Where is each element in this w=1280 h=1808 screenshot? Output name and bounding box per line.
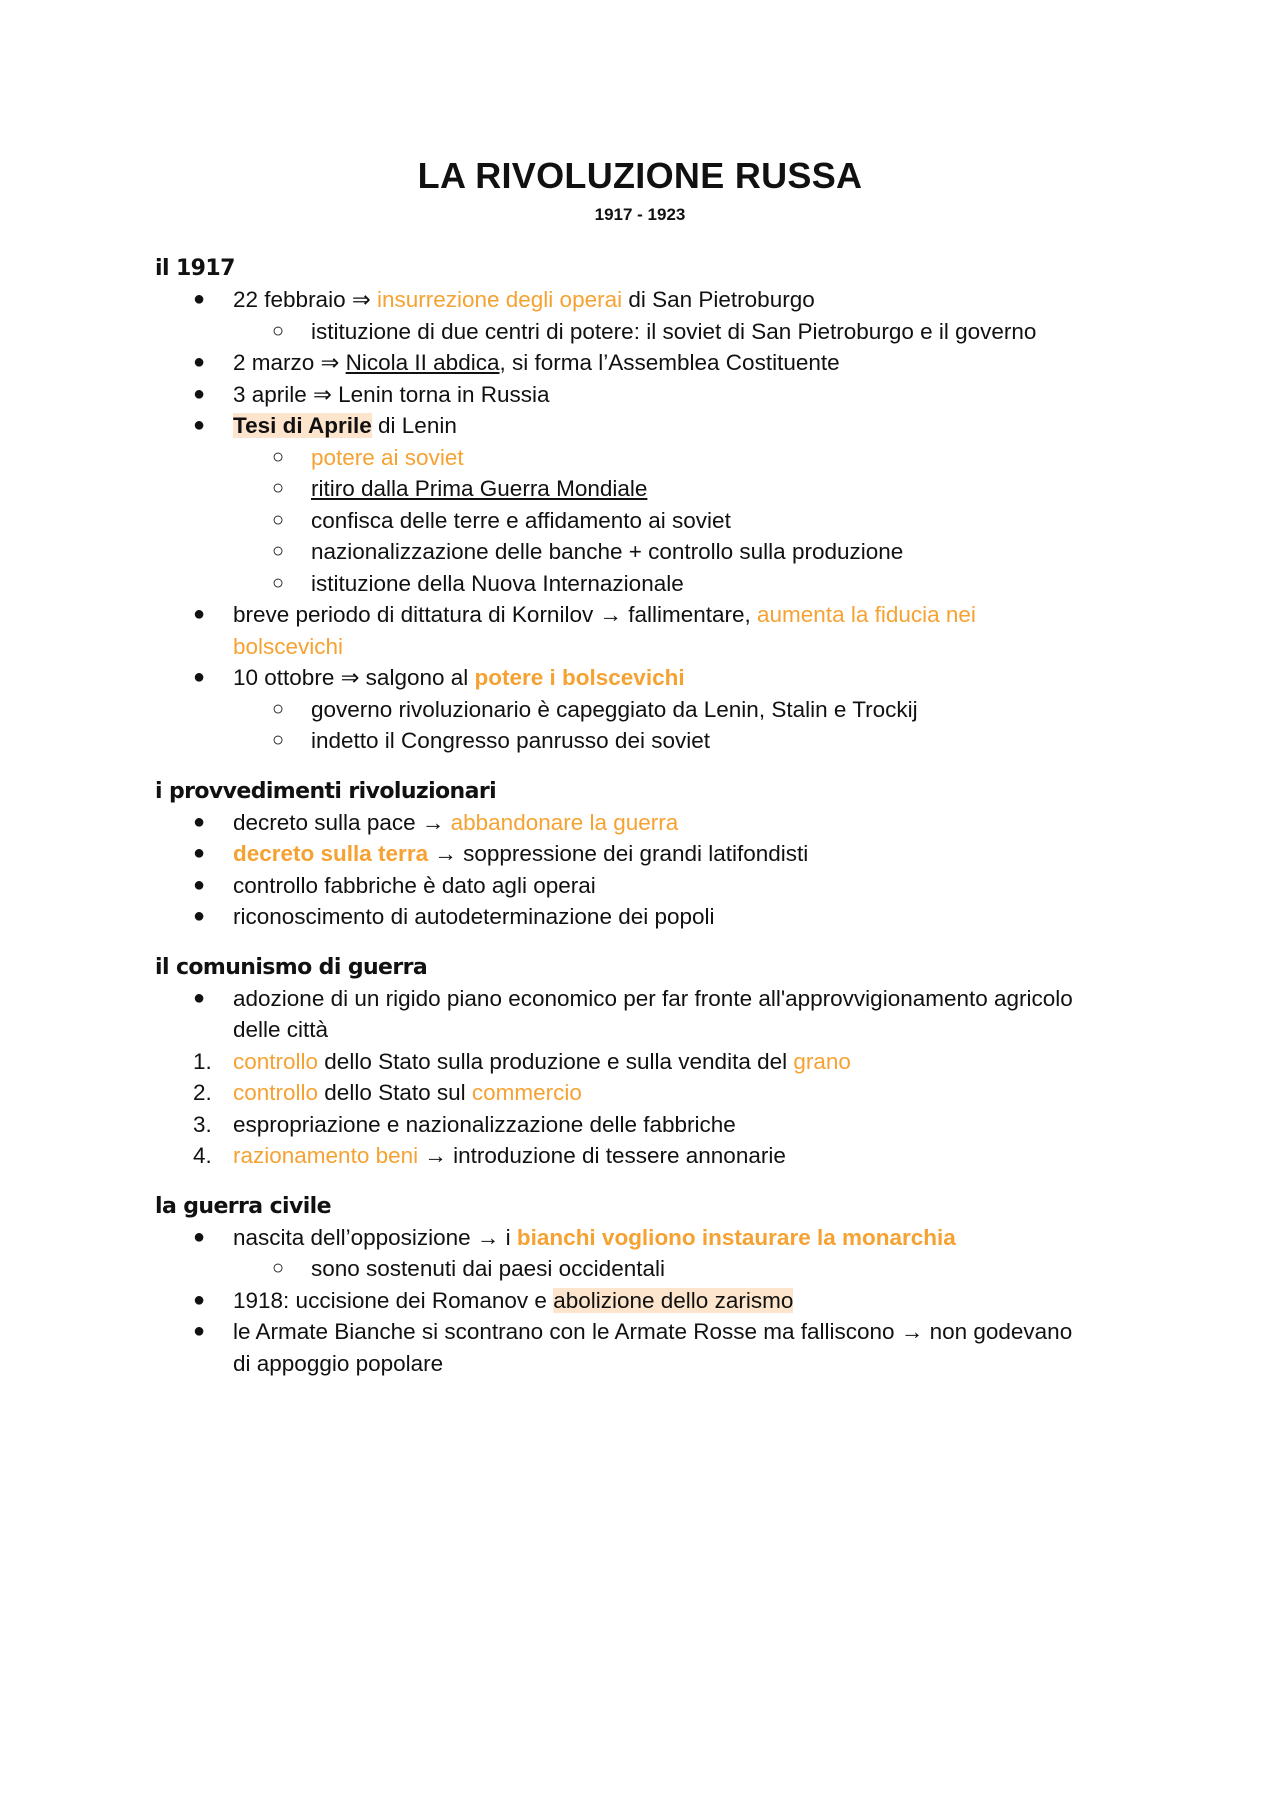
underlined-text: Nicola II abdica: [345, 350, 500, 375]
numbered-item: [155, 1109, 1155, 1141]
item-text: confisca delle terre e affidamento ai soviet: [311, 507, 731, 533]
item-text: di San Pietroburgo: [622, 287, 815, 312]
bullet-icon: ●: [193, 288, 206, 310]
section-provvedimenti: [155, 777, 1155, 933]
highlight-text: potere i bolscevichi: [474, 665, 685, 690]
numbered-item: [155, 1077, 1155, 1109]
item-text: 1918: uccisione dei Romanov e: [233, 1287, 554, 1313]
numbered-item: [155, 1046, 1155, 1078]
document-body: [155, 254, 1155, 1399]
document-subtitle: 1917 - 1923: [594, 205, 686, 224]
highlight-text: controllo: [233, 1080, 319, 1105]
section-heading: il comunismo di guerra: [155, 954, 428, 980]
bullet-icon: ●: [193, 986, 206, 1009]
bullet-icon: ●: [193, 414, 206, 436]
item-text: le Armate Bianche si scontrano con le Armate Rosse ma falliscono → non godevano: [233, 1319, 1073, 1344]
sub-list-item: [155, 568, 1155, 600]
highlight-text: aumenta la fiducia nei: [757, 602, 976, 627]
list-item: [155, 599, 1155, 662]
sub-list-item: [155, 725, 1155, 757]
list-item: [155, 662, 1155, 694]
list-item: [155, 1222, 1155, 1254]
highlighted-text: Tesi di Aprile: [233, 413, 372, 438]
item-text: adozione di un rigido piano economico per far fronte all'approvvigionamento agricolo: [233, 985, 1073, 1011]
bullet-icon: ●: [193, 666, 206, 688]
bullet-icon: ●: [193, 842, 206, 864]
section-heading: il 1917: [155, 256, 235, 281]
highlight-text: bianchi vogliono instaurare la monarchia: [516, 1224, 956, 1250]
list-item: [155, 347, 1155, 379]
list-item: [155, 983, 1155, 1046]
item-text: sono sostenuti dai paesi occidentali: [311, 1256, 665, 1281]
bullet-icon: ●: [193, 603, 206, 625]
circle-bullet-icon: ○: [272, 1257, 285, 1279]
circle-bullet-icon: ○: [272, 729, 285, 751]
item-text: , si forma l’Assemblea Costituente: [499, 350, 840, 375]
item-text: → soppressione dei grandi latifondisti: [428, 841, 809, 866]
highlight-text: razionamento beni: [233, 1143, 419, 1168]
sub-list-item: [155, 442, 1155, 474]
circle-bullet-icon: ○: [272, 477, 285, 499]
item-number: 1.: [193, 1048, 212, 1074]
bullet-icon: ●: [193, 873, 206, 896]
item-text: di appoggio popolare: [233, 1350, 444, 1376]
section-heading: la guerra civile: [155, 1193, 331, 1219]
sub-list-item: [155, 316, 1155, 348]
bullet-icon: ●: [193, 1225, 206, 1248]
list-item: [155, 379, 1155, 411]
item-text: istituzione di due centri di potere: il soviet di San Pietroburgo e il governo: [311, 318, 1037, 344]
bullet-icon: ●: [193, 810, 206, 833]
section-heading: i provvedimenti rivoluzionari: [155, 778, 497, 804]
list-item: [155, 410, 1155, 442]
item-text: delle città: [233, 1017, 329, 1042]
circle-bullet-icon: ○: [272, 319, 285, 342]
item-text: di Lenin: [371, 413, 457, 438]
circle-bullet-icon: ○: [272, 571, 285, 594]
item-text: controllo fabbriche è dato agli operai: [233, 872, 596, 898]
item-text: dello Stato sul: [318, 1080, 472, 1105]
sub-list-item: [155, 694, 1155, 726]
sub-list-item: [155, 505, 1155, 537]
section-comunismo-di-guerra: [155, 953, 1155, 1172]
item-text: nascita dell’opposizione → i: [233, 1224, 517, 1250]
item-text: governo rivoluzionario è capeggiato da Lenin, Stalin e Trockij: [311, 696, 918, 722]
item-number: 3.: [193, 1111, 212, 1137]
item-text: 2 marzo ⇒: [233, 350, 346, 375]
section-guerra-civile: [155, 1192, 1155, 1380]
item-text: decreto sulla pace →: [233, 809, 451, 835]
section-1917: [155, 254, 1155, 757]
bullet-icon: ●: [193, 382, 206, 405]
underlined-text: ritiro dalla Prima Guerra Mondiale: [311, 476, 648, 501]
circle-bullet-icon: ○: [272, 697, 285, 720]
circle-bullet-icon: ○: [272, 508, 285, 531]
highlight-text: commercio: [471, 1080, 582, 1105]
highlight-text: insurrezione degli operai: [376, 287, 623, 312]
numbered-item: [155, 1140, 1155, 1172]
bullet-icon: ●: [193, 1288, 206, 1311]
list-item: [155, 1285, 1155, 1317]
item-text: dello Stato sulla produzione e sulla vendita del: [318, 1048, 794, 1074]
highlight-text: bolscevichi: [233, 633, 344, 659]
list-item: [155, 901, 1155, 933]
list-item: [155, 870, 1155, 902]
highlighted-text: abolizione dello zarismo: [553, 1287, 794, 1313]
highlight-text: abbandonare la guerra: [450, 809, 679, 835]
item-text: 10 ottobre ⇒ salgono al: [233, 665, 475, 690]
document-title: LA RIVOLUZIONE RUSSA: [417, 155, 863, 196]
sub-list-item: [155, 473, 1155, 505]
highlight-text: decreto sulla terra: [233, 841, 429, 866]
bullet-icon: ●: [193, 1320, 206, 1342]
highlight-text: potere ai soviet: [311, 444, 464, 470]
item-text: nazionalizzazione delle banche + controllo sulla produzione: [311, 539, 904, 564]
list-item: [155, 838, 1155, 870]
highlight-text: grano: [793, 1048, 851, 1074]
circle-bullet-icon: ○: [272, 445, 285, 468]
list-item: [155, 807, 1155, 839]
item-text: indetto il Congresso panrusso dei soviet: [311, 728, 710, 753]
item-text: 22 febbraio ⇒: [233, 287, 377, 312]
item-text: riconoscimento di autodeterminazione dei popoli: [233, 904, 715, 929]
item-text: 3 aprile ⇒ Lenin torna in Russia: [233, 381, 550, 407]
circle-bullet-icon: ○: [272, 540, 285, 562]
item-text: istituzione della Nuova Internazionale: [311, 570, 684, 596]
highlight-text: controllo: [233, 1048, 319, 1074]
bullet-icon: ●: [193, 905, 206, 927]
item-text: → introduzione di tessere annonarie: [418, 1143, 786, 1168]
item-number: 4.: [193, 1143, 212, 1168]
list-item: [155, 1316, 1155, 1379]
sub-list-item: [155, 536, 1155, 568]
sub-list-item: [155, 1253, 1155, 1285]
item-text: espropriazione e nazionalizzazione delle fabbriche: [233, 1111, 736, 1137]
item-number: 2.: [193, 1080, 212, 1105]
list-item: [155, 284, 1155, 316]
item-text: breve periodo di dittatura di Kornilov → fallimentare,: [233, 602, 758, 627]
bullet-icon: ●: [193, 351, 206, 373]
